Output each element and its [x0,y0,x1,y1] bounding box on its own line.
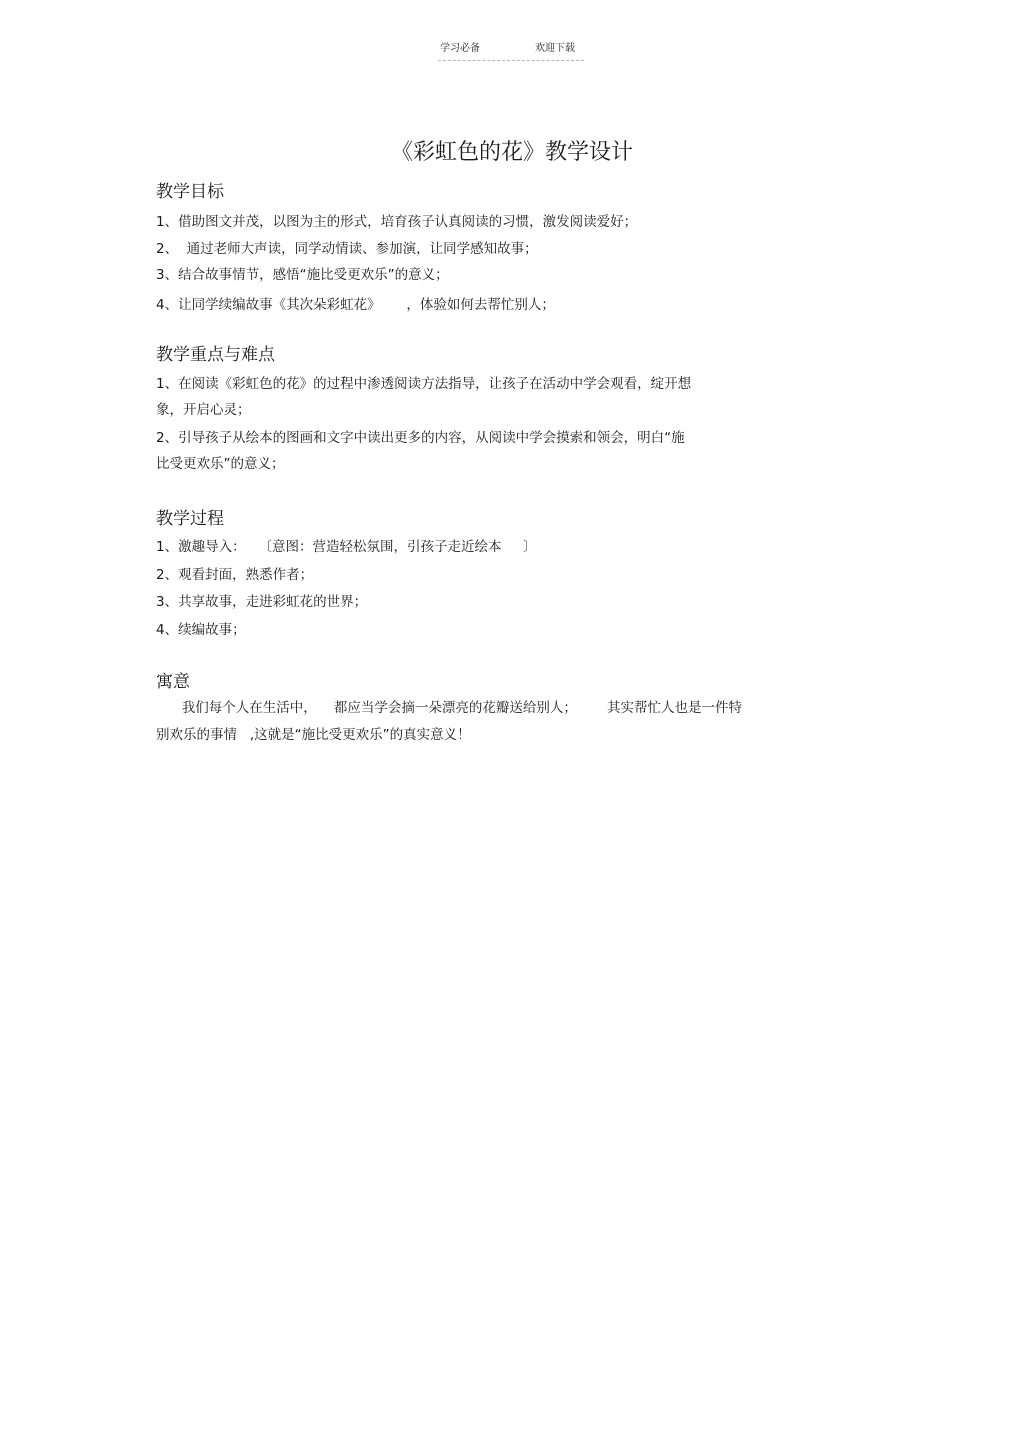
page-header [438,42,584,61]
key-point-line: 象，开启心灵； [156,402,251,418]
goal-item: 4、让同学续编故事《其次朵彩虹花》 ，体验如何去帮忙别人； [156,297,555,313]
section-heading-goals: 教学目标 [156,182,224,202]
document-title: 《彩虹色的花》教学设计 [390,140,633,165]
process-item: 2、观看封面，熟悉作者； [156,567,314,583]
process-item: 1、激趣导入： 〔意图：营造轻松氛围，引孩子走近绘本 〕 [156,539,537,555]
goal-item: 3、结合故事情节，感悟“施比受更欢乐”的意义； [156,267,449,283]
process-item: 3、共享故事，走进彩虹花的世界； [156,594,368,610]
header-right-text: 欢迎下载 [535,43,575,54]
goal-item: 2、 通过老师大声读，同学动情读、参加演，让同学感知故事； [156,241,538,257]
process-item: 4、续编故事； [156,622,246,638]
moral-line: 别欢乐的事情 ,这就是“施比受更欢乐”的真实意义！ [156,727,471,743]
header-left-text: 学习必备 [440,43,480,54]
key-point-line: 2、引导孩子从绘本的图画和文字中读出更多的内容，从阅读中学会摸索和领会，明白“施 [156,430,685,446]
section-heading-moral: 寓意 [156,672,190,692]
goal-item: 1、借助图文并茂，以图为主的形式，培育孩子认真阅读的习惯，激发阅读爱好； [156,214,638,230]
section-heading-key-points: 教学重点与难点 [156,345,275,365]
key-point-line: 1、在阅读《彩虹色的花》的过程中渗透阅读方法指导，让孩子在活动中学会观看，绽开想 [156,376,692,392]
section-heading-process: 教学过程 [156,509,224,529]
key-point-line: 比受更欢乐”的意义； [156,456,285,472]
moral-line: 我们每个人在生活中， 都应当学会摘一朵漂亮的花瓣送给别人； 其实帮忙人也是一件特 [156,700,742,716]
